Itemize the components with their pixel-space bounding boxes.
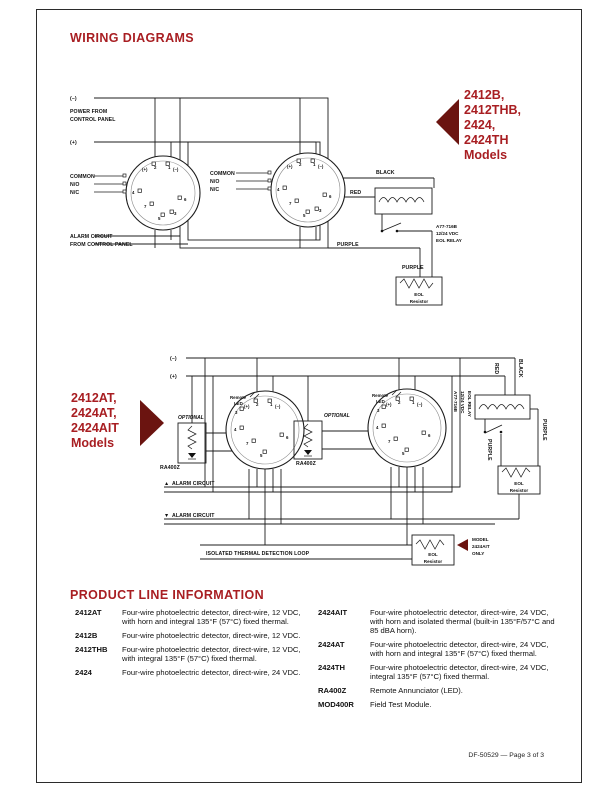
terminal-label: 4 [234,427,237,432]
terminal-label: (–) [417,402,423,407]
optional-label-1: OPTIONAL [178,415,204,421]
terminal-label: 1 [412,400,415,405]
product-row [318,664,564,682]
plus-label: (+) [170,374,177,380]
terminal-label: 5 [158,216,161,221]
power-from-label: POWER FROM [70,109,108,115]
black-wire-label: BLACK [376,170,395,176]
from-control-panel-label: FROM CONTROL PANEL [70,242,133,248]
purple-wire-label: PURPLE [541,419,547,441]
terminal-label: (–) [275,404,281,409]
model-line: 2412THB, [464,103,521,117]
model-note-line: 2424AIT [472,544,490,549]
product-description: Four-wire photoelectric detector, direct-wire, 24 VDC. [122,668,301,678]
eol-label: EOL [428,552,438,557]
product-model: 2424TH [318,662,346,672]
nc-label-2: N/C [210,187,220,193]
model-note-line: ONLY [472,551,485,556]
terminal-label: 7 [388,439,391,444]
down-arrow-icon: ▼ [164,513,170,519]
product-row [75,669,309,678]
models-bottom-list [71,391,119,451]
left-arrow-icon [436,99,459,145]
product-row [318,687,564,696]
terminal-label: (+) [287,164,293,169]
terminal-label: (+) [244,404,250,409]
terminal-label: 2 [154,165,157,170]
product-row [318,641,564,659]
switch-contact [484,431,487,434]
wiring-diagram-bottom [60,335,575,585]
model-line: 2424AT, [71,406,117,420]
product-description: Remote Annunciator (LED). [370,686,463,696]
ra400z-label-1: RA400Z [160,465,180,471]
nc-label: N/C [70,190,80,196]
product-model: 2412AT [75,608,102,617]
product-row [75,646,309,664]
right-arrow-icon [140,400,164,446]
product-model: 2424 [75,668,92,678]
product-description: Four-wire photoelectric detector, direct-wire, 24 VDC, integral 135°F (57°C) fixed thermal. [370,662,549,681]
terminal-label: (–) [173,167,179,172]
eol-label: EOL [514,481,524,486]
no-label: N/O [70,182,80,188]
terminal-label: 5 [260,453,263,458]
led-label: LED [376,399,385,404]
terminal-label: 4 [277,187,280,192]
remote-label: Remote [372,393,389,398]
product-description: Four-wire photoelectric detector, direct-wire, 24 VDC, with horn and isolated thermal (built-in 135°F/57°C and 85 dBA horn). [370,608,555,635]
remote-label: Remote [230,395,247,400]
terminal-label: (+) [142,167,148,172]
control-panel-label: CONTROL PANEL [70,117,116,123]
terminal-label: 6 [184,197,187,202]
terminal-label: 7 [144,204,147,209]
model-line: Models [71,436,115,450]
terminal-label: 2 [256,402,259,407]
model-line: 2412B, [464,88,505,102]
wires-bottom [164,358,538,559]
plus-label: (+) [70,140,77,146]
alarm-circuit-label: ALARM CIRCUIT [70,234,113,240]
detector-base-1 [126,156,200,230]
terminal-label: 1 [168,165,171,170]
purple-wire-label: PURPLE [337,242,359,248]
product-model: MOD400R [318,700,354,710]
product-row [318,609,564,635]
product-row [75,609,309,627]
relay-name-label: A77-716B [453,391,458,412]
common-label-2: COMMON [210,171,235,177]
alarm-circuit-label-1: ALARM CIRCUIT [172,481,215,487]
product-description: Four-wire photoelectric detector, direct-wire, 12 VDC, with horn and integral 135°F (57°C) fixed thermal. [122,608,301,626]
terminal-label: 2 [398,400,401,405]
eol-label: EOL [414,292,424,297]
product-line-right-column [318,609,564,716]
model-line: Models [464,148,508,162]
eol-resistor-label: Resistor [423,559,443,564]
model-line: 2424, [464,118,496,132]
up-arrow-icon: ▲ [164,481,170,487]
terminal-label: 7 [246,441,249,446]
model-line: 2412AT, [71,391,117,405]
eol-resistor-bottom [412,535,454,565]
product-model: 2412THB [75,645,108,655]
product-row [75,632,309,641]
black-wire-label: BLACK [517,359,523,378]
product-line-left-column [75,609,309,684]
model-note-line: MODEL [472,537,489,542]
terminal-label: 3 [319,208,322,213]
terminal-label: 3 [174,211,177,216]
isolated-thermal-loop-label: ISOLATED THERMAL DETECTION LOOP [206,551,310,557]
product-description: Four-wire photoelectric detector, direct-wire, 12 VDC. [122,631,301,641]
red-wire-label: RED [493,363,499,375]
ra400z-module-1 [178,423,206,463]
terminal-label: (+) [386,402,392,407]
product-description: Field Test Module. [370,700,432,710]
terminal-label: (–) [318,164,324,169]
terminal-label: 6 [428,433,431,438]
terminal-label: 5 [303,213,306,218]
product-model: RA400Z [318,686,347,696]
product-model: 2412B [75,631,98,641]
models-top-list [464,88,521,163]
alarm-circuit-label-2: ALARM CIRCUIT [172,513,215,519]
terminal-label: 6 [329,194,332,199]
terminal-label: 5 [402,451,405,456]
optional-label-2: OPTIONAL [324,413,350,419]
detector-base-2 [271,153,345,227]
left-arrow-small-icon [457,539,468,551]
model-line: 2424AIT [71,421,119,435]
terminal-label: 2 [299,162,302,167]
relay-coil-box [475,395,530,419]
relay-voltage-label: 12/24 VDC [436,231,459,236]
terminal-label: 4 [132,190,135,195]
switch-contact [500,431,503,434]
minus-label: (–) [170,356,177,362]
product-description: Four-wire photoelectric detector, direct-wire, 12 VDC, with integral 135°F (57°C) fixed thermal. [122,645,301,664]
eol-resistor-label: Resistor [409,299,429,304]
minus-label: (–) [70,96,77,102]
terminal-label: 1 [270,402,273,407]
terminal-label: 7 [289,201,292,206]
page-number: DF-50529 — Page 3 of 3 [468,752,544,759]
purple-wire-label-2: PURPLE [402,265,424,271]
led-label: LED [234,401,243,406]
product-description: Four-wire photoelectric detector, direct-wire, 24 VDC, with horn and integral 135°F (57°C) fixed thermal. [370,639,549,658]
common-label: COMMON [70,174,95,180]
relay-voltage-label: 12/24 VDC [460,391,465,414]
red-wire-label: RED [350,190,362,196]
ra400z-label-2: RA400Z [296,461,316,467]
eol-resistor-right [498,466,540,494]
terminal-label: 4 [376,425,379,430]
relay-type-label: EOL RELAY [436,238,462,243]
terminal-label: 6 [286,435,289,440]
page-title: WIRING DIAGRAMS [70,31,195,45]
terminal-label: 3 [235,410,238,415]
relay-coil [479,405,524,410]
relay-type-label: EOL RELAY [467,391,472,417]
product-model: 2424AT [318,639,345,649]
purple-wire-label-2: PURPLE [486,439,492,461]
model-line: 2424TH [464,133,509,147]
no-label-2: N/O [210,179,220,185]
relay-coil [379,198,424,203]
product-model: 2424AIT [318,608,348,617]
relay-name-label: A77-716B [436,224,457,229]
eol-resistor-label: Resistor [509,488,529,493]
terminal-label: 3 [377,408,380,413]
eol-resistor-top [396,277,442,305]
switch-contact [381,230,384,233]
section-title-product-line: PRODUCT LINE INFORMATION [70,588,265,602]
switch-contact [396,230,399,233]
terminal-label: 1 [313,162,316,167]
product-row [318,701,564,710]
